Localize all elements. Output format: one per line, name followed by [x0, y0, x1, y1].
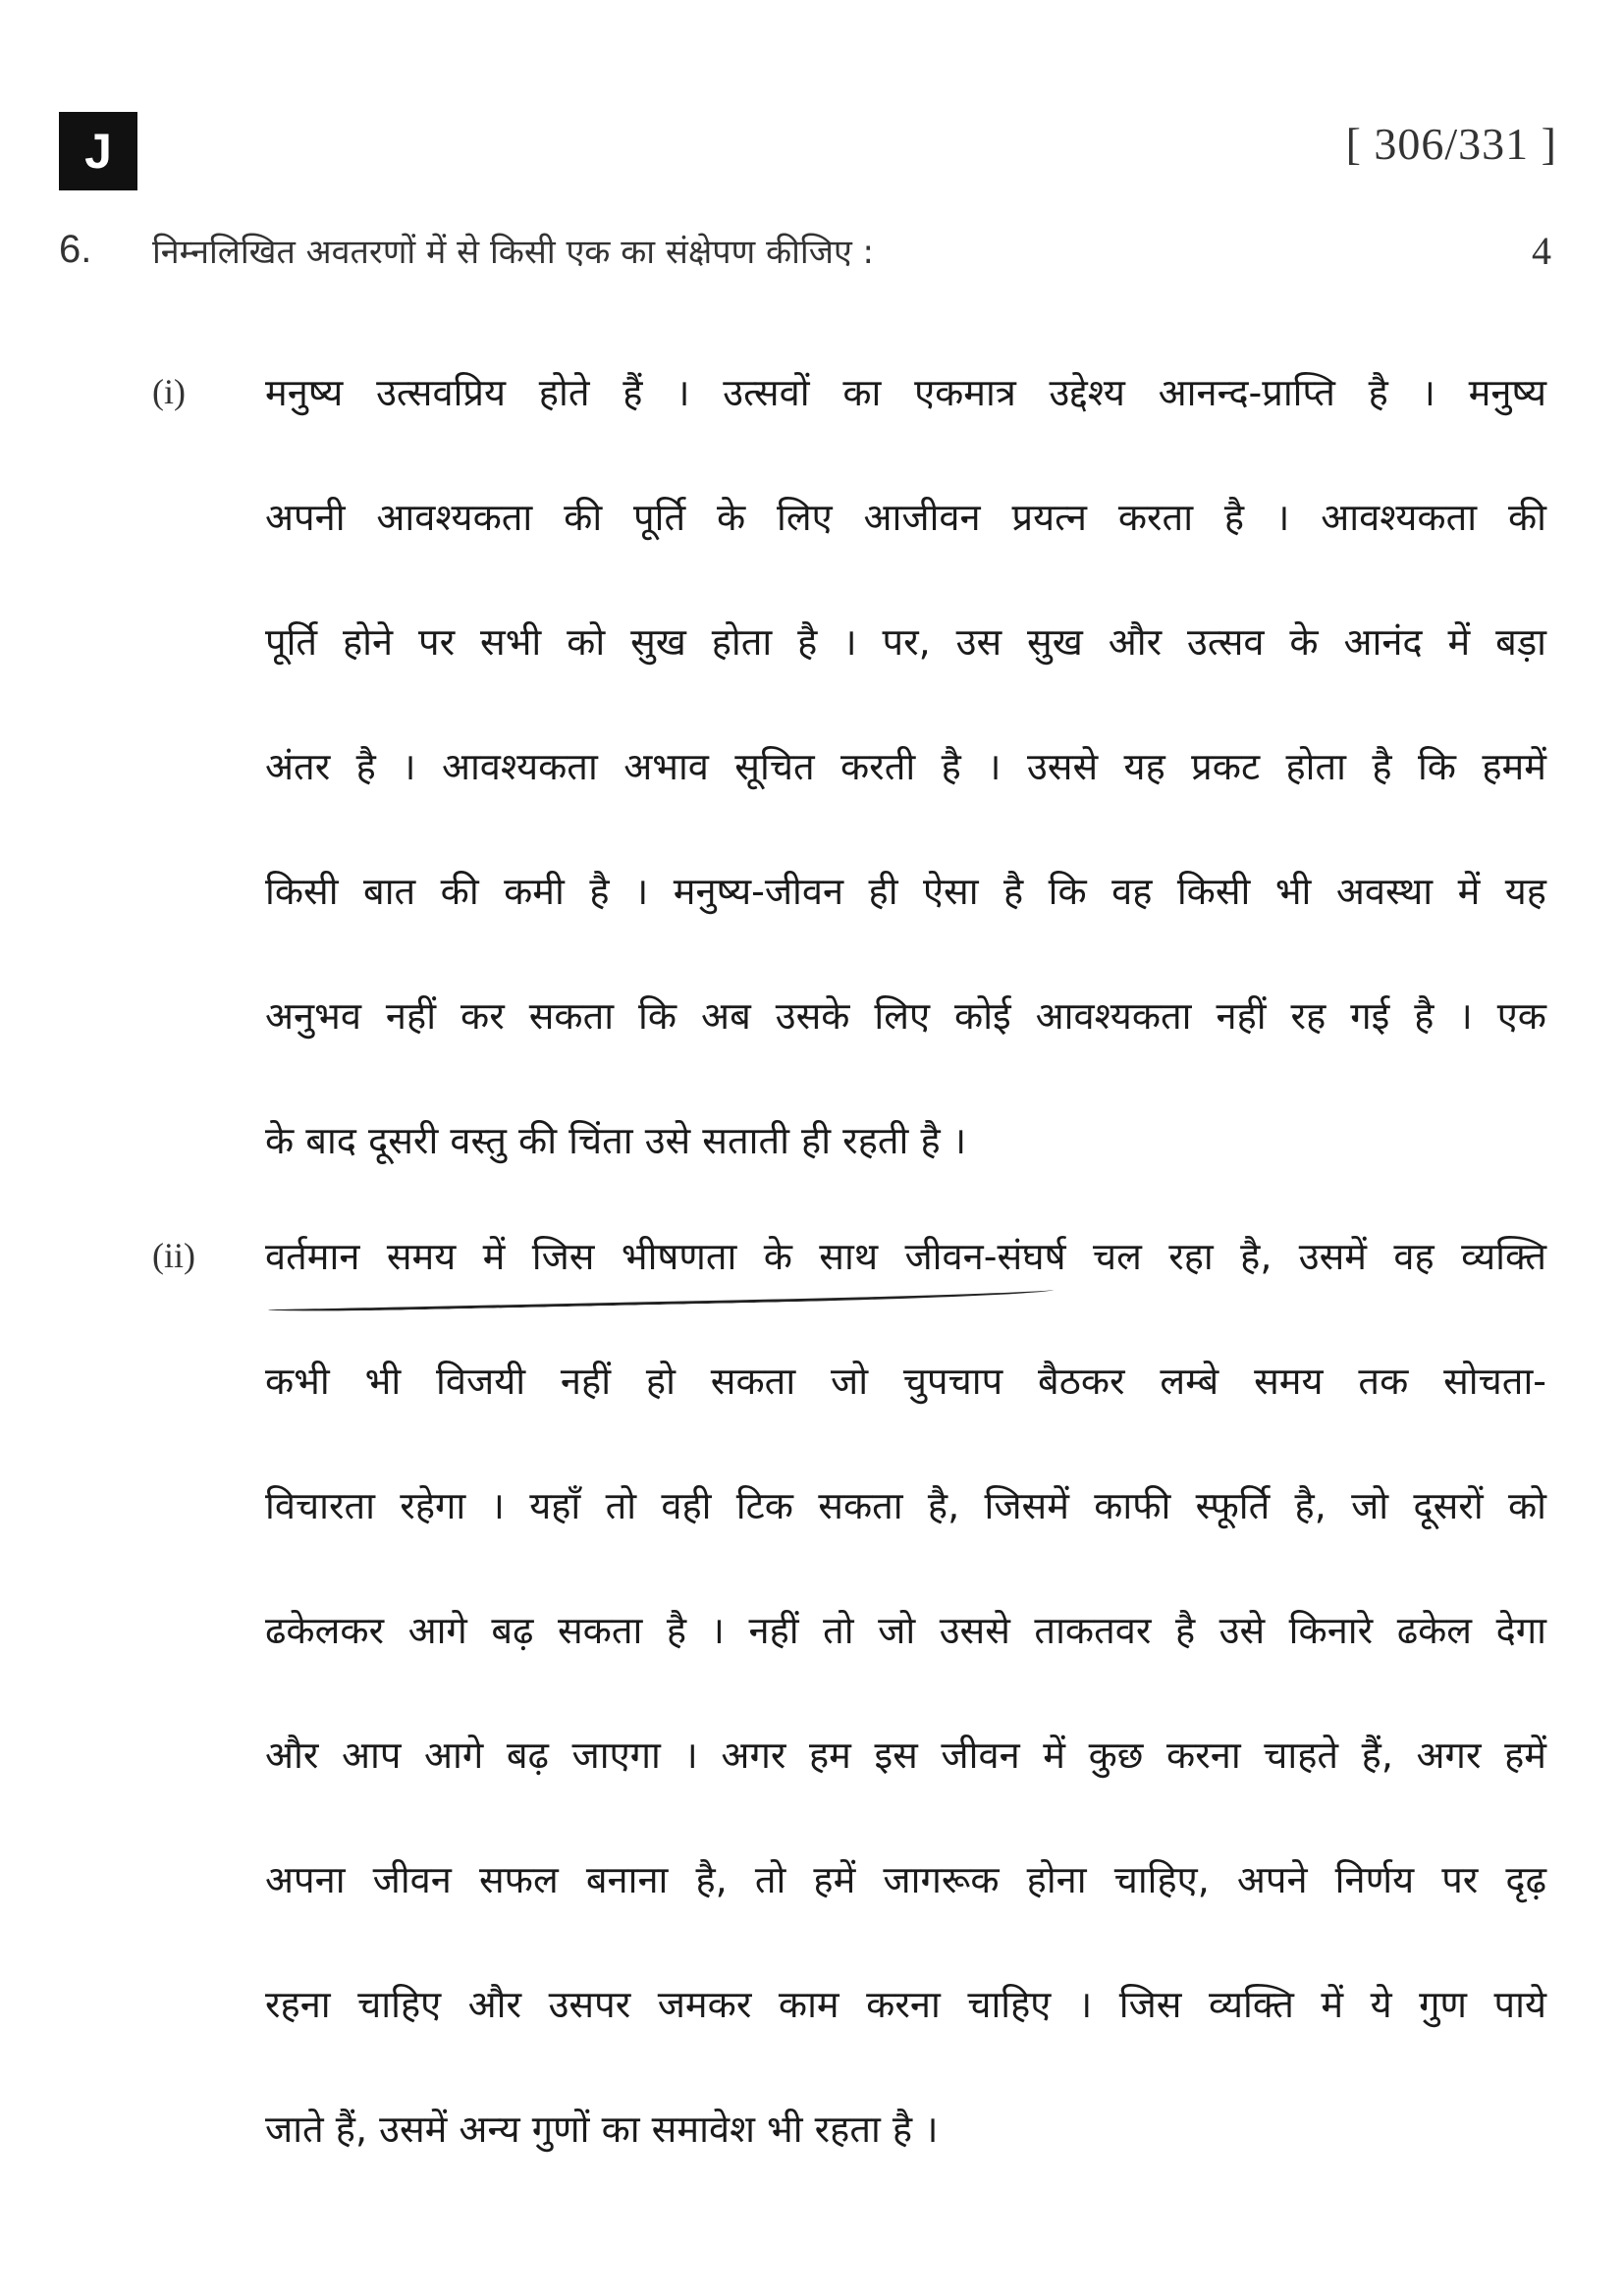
passage-line: अनुभव नहीं कर सकता कि अब उसके लिए कोई आवश्यकता नहीं रह गई है । एक: [265, 994, 1546, 1038]
passage-line: अंतर है । आवश्यकता अभाव सूचित करती है । उससे यह प्रकट होता है कि हममें: [265, 745, 1546, 788]
set-badge: J: [59, 112, 137, 190]
passage-line: रहना चाहिए और उसपर जमकर काम करना चाहिए । जिस व्यक्ति में ये गुण पाये: [265, 1983, 1546, 2026]
passage-line: ढकेलकर आगे बढ़ सकता है । नहीं तो जो उससे ताकतवर है उसे किनारे ढकेल देगा: [265, 1609, 1546, 1652]
passage-line: वर्तमान समय में जिस भीषणता के साथ जीवन-संघर्ष चल रहा है, उसमें वह व्यक्ति: [265, 1235, 1546, 1278]
passage-line: पूर्ति होने पर सभी को सुख होता है । पर, उस सुख और उत्सव के आनंद में बड़ा: [265, 620, 1546, 664]
passage-label: (ii): [152, 1236, 195, 1275]
question-marks: 4: [1532, 229, 1551, 273]
passage-line: किसी बात की कमी है । मनुष्य-जीवन ही ऐसा है कि वह किसी भी अवस्था में यह: [265, 870, 1546, 913]
paper-code: [ 306/331 ]: [1345, 119, 1557, 169]
passage-body: [265, 363, 1546, 1236]
question-number: 6.: [59, 228, 92, 271]
passage-line: कभी भी विजयी नहीं हो सकता जो चुपचाप बैठकर लम्बे समय तक सोचता-: [265, 1360, 1546, 1403]
passage-line: अपना जीवन सफल बनाना है, तो हमें जागरूक होना चाहिए, अपने निर्णय पर दृढ़: [265, 1858, 1546, 1901]
passage-line: जाते हैं, उसमें अन्य गुणों का समावेश भी रहता है ।: [265, 2108, 939, 2151]
passage-line: और आप आगे बढ़ जाएगा । अगर हम इस जीवन में कुछ करना चाहते हैं, अगर हमें: [265, 1734, 1546, 1777]
passage-line: विचारता रहेगा । यहाँ तो वही टिक सकता है, जिसमें काफी स्फूर्ति है, जो दूसरों को: [265, 1484, 1546, 1527]
passage-line: अपनी आवश्यकता की पूर्ति के लिए आजीवन प्रयत्न करता है । आवश्यकता की: [265, 496, 1546, 539]
passage-line: के बाद दूसरी वस्तु की चिंता उसे सताती ही रहती है ।: [265, 1119, 967, 1162]
passage-label: (i): [152, 372, 186, 411]
passage-line: मनुष्य उत्सवप्रिय होते हैं । उत्सवों का एकमात्र उद्देश्य आनन्द-प्राप्ति है । मनुष्य: [265, 371, 1546, 414]
passage-body: [265, 1227, 1546, 2224]
question-text: निम्नलिखित अवतरणों में से किसी एक का संक्षेपण कीजिए :: [152, 233, 875, 272]
